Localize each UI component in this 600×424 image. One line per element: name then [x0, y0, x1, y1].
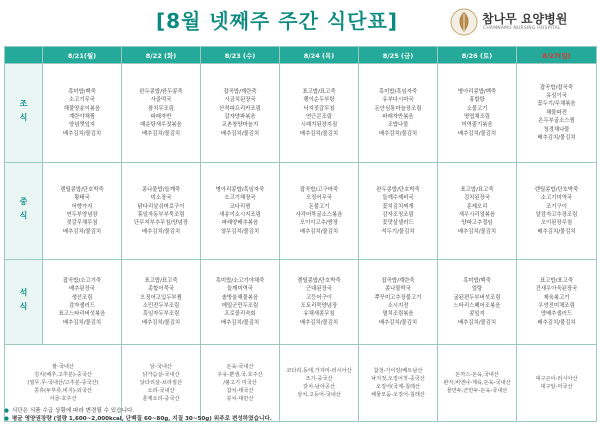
origin-item: 대구알-미국산 — [540, 384, 573, 390]
menu-item: 산적파프리카조림 — [219, 105, 261, 112]
menu-item: 표고밥/표고죽 — [302, 88, 336, 95]
origin-item: 삼치,고등어-국내산 — [297, 392, 341, 398]
menu-item: 팽이순두부탕 — [303, 97, 335, 104]
menu-item: 들깨미역국 — [226, 286, 254, 293]
menu-item: 콩나물밥/들깨죽 — [141, 186, 181, 193]
hospital-name: 참나무 요양병원 — [482, 12, 568, 26]
menu-item: 닭다리살쉬머로구이 — [137, 203, 185, 210]
menu-item: 오징어고입두부찜 — [140, 294, 182, 301]
origin-item: 조기-중국산 — [305, 376, 333, 382]
menu-item: 청경채나물 — [543, 126, 570, 133]
menu-item: 홍합탕 — [469, 97, 485, 104]
menu-item: 해물양송이볶음 — [63, 105, 101, 112]
menu-item: 소불고기 — [466, 105, 488, 112]
menu-item: 배추김치/물김치 — [457, 130, 497, 137]
origin-item: 돈까스-돈육,국내산 — [455, 372, 499, 378]
menu-item: 배추김치/물김치 — [299, 319, 339, 326]
menu-item: 열무김치/물김치 — [220, 228, 260, 235]
menu-item: 잡곡밥/잡곡죽 — [539, 84, 574, 91]
day-header: 8/23 (수) — [201, 47, 280, 64]
menu-item: 낙지젓갈무침 — [303, 105, 335, 112]
menu-item: 병아리콩밥/백죽 — [457, 88, 497, 95]
dinner-menu-cell — [438, 260, 517, 345]
menu-item: 프로콜리숙회 — [224, 311, 256, 318]
menu-item: 배추김치/물김치 — [62, 130, 102, 137]
day-header-row — [5, 47, 597, 64]
menu-item: 고등어구이 — [305, 294, 333, 301]
menu-item: 흑미밥/백죽 — [68, 88, 96, 95]
menu-item: 근대된장국 — [305, 286, 333, 293]
notes — [4, 407, 596, 423]
menu-item: 잡곡밥/고구마죽 — [299, 186, 339, 193]
dinner-menu-cell — [122, 260, 201, 345]
menu-item: 메밀군만두조림 — [221, 303, 259, 309]
lunch-menu-cell — [43, 163, 122, 260]
menu-item: 시금치된장국 — [224, 97, 256, 104]
menu-item: 오이이고추/쌈장 — [299, 220, 339, 227]
menu-item: 새우시리얼볶음 — [458, 212, 496, 218]
breakfast-menu-cell — [43, 64, 122, 163]
menu-item: 온두부굴소스찜 — [538, 118, 575, 125]
menu-item: 감자샐러드 — [68, 303, 96, 309]
menu-item: 배추된장국 — [68, 286, 96, 293]
origin-item: 코다리,동태,가자미-러시아산 — [286, 368, 352, 374]
origin-item: 닭다리살-브라질산 — [140, 380, 182, 386]
menu-item: 파래자반볶음 — [382, 114, 414, 120]
menu-item: 배추김치/물김치 — [537, 319, 576, 326]
meal-label-lunch: 중식 — [5, 163, 43, 260]
menu-item: 건새우아욱된장국 — [535, 286, 578, 293]
menu-item: 잡곡밥/계란죽 — [223, 88, 257, 95]
menu-item: 배추김치/물김치 — [378, 319, 418, 326]
menu-item: 양배추샐러드 — [540, 311, 573, 318]
breakfast-row — [5, 64, 597, 163]
dinner-menu-cell — [359, 260, 438, 345]
menu-item: 젓갈무채무침 — [66, 220, 98, 227]
lunch-menu-cell — [280, 163, 359, 260]
menu-item: 참치무조림 — [147, 105, 175, 112]
menu-item: 파래자반 — [150, 114, 172, 120]
menu-item: 쭈꾸미고추장불고기 — [374, 294, 422, 301]
origin-item: 콩류(두부류,비지)-외국산 — [34, 388, 92, 394]
menu-item: 제육볶고기 — [543, 294, 570, 301]
leaf-logo-icon — [450, 8, 478, 36]
note-item: ● 식단은 식품 수급 상황에 따라 변경될 수 있습니다. — [4, 408, 135, 414]
menu-item: 표고밥/표고죽 — [460, 186, 494, 193]
menu-item: 흑미밥/소고기야채죽 — [215, 277, 265, 284]
origin-item: 오리-국내산 — [147, 388, 175, 394]
menu-item: 표고밥/표고죽 — [539, 277, 574, 284]
menu-item: 돈안심통마늘장조림 — [374, 105, 422, 112]
origin-item: 닭-국내산 — [150, 364, 172, 370]
note-item: ● 평균 영양권장량 (열량 1,600~2,000kcal, 단백질 60~80g, 지질 30~50g) 위주로 편성하였습니다. — [4, 416, 272, 422]
menu-item: 오징어무국 — [305, 195, 333, 202]
menu-item: 얼탕 — [471, 286, 483, 293]
day-header: 8/24 (목) — [280, 47, 359, 64]
origin-item: 꽁치-대만산 — [226, 396, 254, 402]
menu-item: 어향가지 — [71, 203, 93, 210]
origin-item: 훈제오리-중국산 — [142, 396, 180, 402]
menu-item: 황태국 — [74, 195, 90, 202]
breakfast-menu-cell — [517, 64, 597, 163]
origin-item: 갈치-남아공산 — [303, 384, 335, 390]
menu-item: 감자양파볶음 — [224, 114, 256, 120]
menu-item: 새송이소시지조림 — [219, 212, 261, 218]
menu-item: 꽃맛살샐러드 — [382, 220, 414, 227]
menu-item: 콩잎지 — [469, 311, 485, 318]
menu-item: 굴된편두부버섯조림 — [453, 294, 501, 301]
menu-item: 유채새콩무침 — [303, 311, 335, 318]
menu-item: 돈불고기 — [308, 203, 330, 210]
menu-item: 단무지부추무침/양념장 — [134, 220, 188, 227]
bullet-icon: ● — [4, 408, 9, 414]
menu-item: 잡곡밥/소고기죽 — [62, 277, 102, 284]
menu-item: 꽃두기/무채볶음 — [537, 101, 576, 108]
breakfast-menu-cell — [280, 64, 359, 163]
menu-item: 훈제오리 — [466, 203, 488, 210]
hospital-name-en: CHAMNAMU NURSING HOSPITAL — [483, 26, 561, 31]
menu-item: 해물파전 — [546, 109, 567, 116]
menu-item: 소시지전 — [387, 303, 409, 309]
menu-item: 표고밥/표고죽 — [144, 277, 178, 284]
menu-item: 배추김치/물김치 — [537, 135, 576, 142]
lunch-menu-cell — [359, 163, 438, 260]
menu-item: 흑미밥/백죽 — [463, 277, 491, 284]
breakfast-menu-cell — [122, 64, 201, 163]
menu-item: 흑임자두부조림 — [142, 311, 180, 318]
origin-item: 낙지젓,오징어젓-중국산 — [371, 376, 425, 382]
menu-item: 알감자고추장조림 — [535, 212, 578, 218]
origin-item: 돈육-국내산 — [226, 364, 254, 370]
day-header-sunday: 8/27(일) — [517, 47, 597, 64]
menu-item: 솔방울해물볶음 — [221, 294, 259, 301]
lunch-menu-cell — [201, 163, 280, 260]
menu-item: 렌틸콩밥/단호박죽 — [534, 186, 579, 193]
menu-item: 우엉진미채조림 — [538, 303, 575, 309]
menu-item: 배추김치/물김치 — [299, 130, 339, 137]
bullet-icon: ● — [4, 416, 9, 422]
menu-item: 배추김치/물김치 — [220, 319, 260, 326]
menu-item: 소고기해장국 — [224, 195, 256, 202]
day-header: 8/22 (화) — [122, 47, 201, 64]
menu-item: 생선조림 — [71, 294, 93, 301]
origin-item: 대구곤이-러시아산 — [535, 376, 578, 382]
menu-item: 배추김치/물김치 — [537, 228, 576, 235]
day-header: 8/25 (금) — [359, 47, 438, 64]
menu-item: 휴일자동부부묵조림 — [137, 212, 185, 218]
menu-item: 시래기된장지짐 — [300, 122, 338, 129]
menu-item: 연근콘조림 — [305, 114, 333, 120]
lunch-menu-cell — [517, 163, 597, 260]
hospital-logo — [450, 8, 600, 38]
menu-item: 계란야채찜 — [68, 114, 96, 120]
menu-item: 꽃치김치찌개 — [382, 203, 414, 210]
menu-item: 오이된장무침 — [540, 220, 573, 227]
origin-item: 쌀-국내산 — [52, 364, 74, 370]
menu-item: 배추김치/물김치 — [141, 130, 181, 137]
menu-item: 배추김치/물김치 — [62, 228, 102, 235]
menu-item: 유심이국 — [546, 92, 567, 99]
menu-item: 종합어묵국 — [147, 286, 175, 293]
menu-item: 멸치조림볶음 — [382, 311, 414, 318]
menu-item: 연두부양념장 — [66, 212, 98, 218]
menu-item: 양념깻잎지 — [68, 122, 96, 129]
menu-item: 사각어묵굴소스볶음 — [295, 212, 343, 218]
meal-label-breakfast: 조식 — [5, 64, 43, 163]
menu-item: 교촌창양마늘지 — [221, 122, 259, 129]
menu-item: 배추김치/물김치 — [378, 130, 418, 137]
menu-item: 코다리찜 — [229, 203, 251, 210]
menu-item: 완두콩밥/단호박죽 — [376, 186, 420, 193]
menu-item: 조밥나물 — [387, 122, 409, 129]
dinner-menu-cell — [280, 260, 359, 345]
menu-item: 양파고추절임 — [461, 220, 493, 227]
origin-item: 참청-가이앙/베트남산 — [373, 368, 423, 374]
day-header: 8/21(월) — [43, 47, 122, 64]
menu-item: 감자조청조림 — [382, 212, 414, 218]
origin-item: 해물모둠-오징어-칠레산 — [371, 392, 425, 398]
menu-item: 명엽채조림 — [463, 114, 491, 120]
breakfast-menu-cell — [201, 64, 280, 163]
origin-item: 오징어(국제-칠레산 — [376, 384, 420, 390]
menu-item: 사골떡국 — [150, 97, 172, 104]
weekly-menu-table — [4, 46, 597, 422]
menu-item: 배추김치/물김치 — [220, 130, 260, 137]
page-header — [0, 0, 600, 44]
menu-item: 매운탕새우젓볶음 — [140, 122, 182, 129]
origin-item: 사골-호주산 — [49, 396, 77, 402]
breakfast-menu-cell — [438, 64, 517, 163]
menu-item: 배추김치/물김치 — [141, 319, 181, 326]
meal-label-dinner: 석식 — [5, 260, 43, 345]
origin-item: 물만두,군만두-돈육-국내산 — [446, 388, 508, 394]
menu-item: 표고느타리버섯볶음 — [58, 311, 106, 318]
menu-item: 배추김치/물김치 — [457, 319, 497, 326]
lunch-menu-cell — [438, 163, 517, 260]
menu-item: 배추김치/물김치 — [299, 228, 339, 235]
menu-item: 유부다시마국 — [382, 97, 414, 104]
menu-item: 완두콩밥/완두콩죽 — [139, 88, 183, 95]
lunch-row — [5, 163, 597, 260]
menu-item: 흑미밥/흑임자죽 — [378, 88, 418, 95]
menu-item: 미소장국 — [150, 195, 172, 202]
origin-item: 참치-태국산 — [226, 388, 254, 394]
dinner-menu-cell — [517, 260, 597, 345]
menu-item: 김치된장국 — [463, 195, 491, 202]
origin-item: 완자,비엔나-계육,돈육-국내산 — [443, 380, 511, 386]
menu-item: 배추김치/물김치 — [141, 228, 181, 235]
menu-item: 잡곡밥/계란죽 — [381, 277, 415, 284]
menu-item: 렌틸콩밥/단호박죽 — [60, 186, 104, 193]
menu-item: 석두기/물김치 — [381, 228, 415, 235]
menu-item: 느타리스페어조볶음 — [453, 303, 501, 309]
corner-cell — [5, 47, 43, 64]
origin-item: 우유-뿐샘,국,호주산 — [217, 372, 263, 378]
menu-item: 병아리콩밥/흑임자죽 — [215, 186, 265, 193]
page-title: [8월 넷째주 주간 식단표] — [156, 9, 398, 33]
dinner-row — [5, 260, 597, 345]
menu-item: 배추김치/물김치 — [457, 228, 497, 235]
menu-item: 소민전두부조림 — [142, 303, 180, 309]
menu-item: 파래양배추볶음 — [221, 220, 259, 227]
lunch-menu-cell — [122, 163, 201, 260]
menu-item: 배추김치/물김치 — [62, 319, 102, 326]
menu-item: 소고기무국 — [68, 97, 96, 104]
menu-item: 조기구이 — [546, 203, 567, 210]
menu-item: 도토리묵양념장 — [300, 303, 338, 309]
dinner-menu-cell — [43, 260, 122, 345]
menu-item: 콩나물떡국 — [384, 286, 412, 293]
dinner-menu-cell — [201, 260, 280, 345]
menu-item: 소고기미역국 — [540, 195, 573, 202]
breakfast-menu-cell — [359, 64, 438, 163]
menu-item: 들깨수제비국 — [382, 195, 414, 202]
menu-item: 미역줄기볶음 — [461, 122, 493, 129]
origin-item: (열무,무-국내산/고추분-중국산) — [27, 380, 99, 386]
day-header: 8/26 (토) — [438, 47, 517, 64]
origin-item: /불고기 미국산 — [223, 380, 257, 386]
origin-item: 김치(배추,고추분)-중국산 — [34, 372, 92, 378]
menu-item: 렌틸콩밥/단호박죽 — [297, 277, 341, 284]
origin-item: 닭가슴살-국내산 — [142, 372, 180, 378]
